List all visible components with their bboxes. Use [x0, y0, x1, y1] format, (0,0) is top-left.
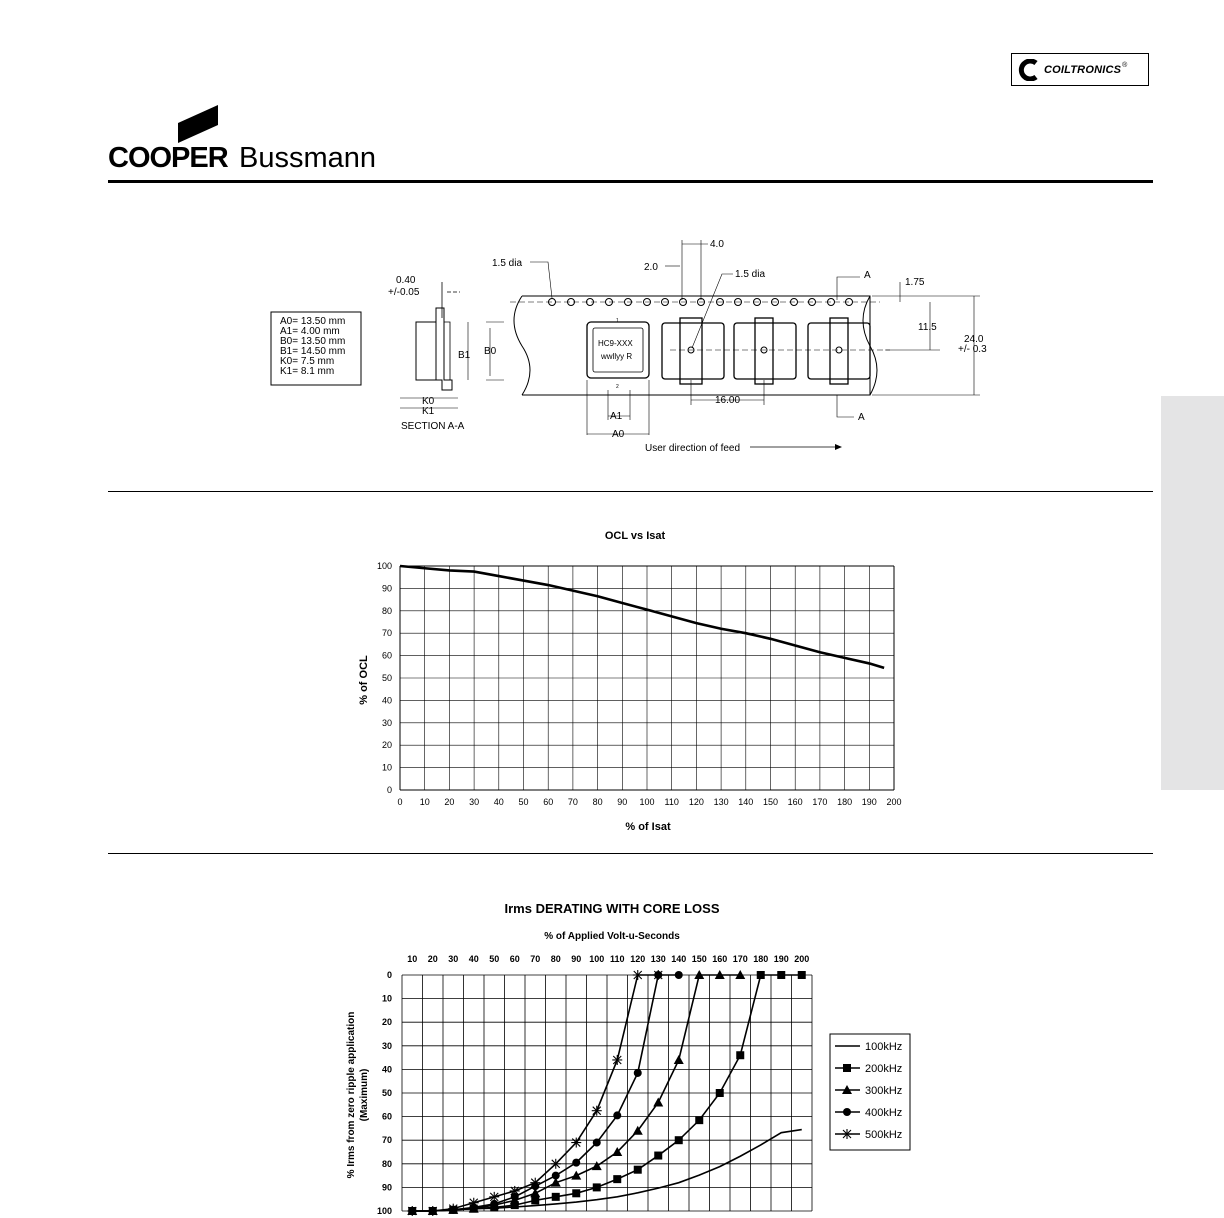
irms-x-tick-label: 160	[712, 954, 728, 964]
data-marker-square	[634, 1166, 642, 1174]
ocl-x-tick-label: 200	[886, 797, 902, 807]
spec-list	[280, 316, 345, 377]
data-marker-circle	[593, 1139, 601, 1147]
section-divider-2	[108, 853, 1153, 854]
spec-line: A1= 4.00 mm	[280, 326, 340, 337]
irms-x-tick-label: 200	[794, 954, 810, 964]
k0-label: K0	[422, 396, 435, 407]
irms-x-tick-label: 90	[571, 954, 582, 964]
irms-y-tick-label: 10	[381, 993, 392, 1004]
dim-175: 1.75	[905, 277, 925, 288]
side-tab	[1161, 396, 1224, 790]
data-marker-star	[428, 1206, 438, 1216]
ocl-x-tick-label: 180	[837, 797, 853, 807]
data-marker-square	[552, 1193, 560, 1201]
data-marker-square	[531, 1196, 539, 1204]
data-marker-star	[612, 1055, 622, 1065]
irms-x-tick-label: 20	[427, 954, 438, 964]
ocl-y-tick-label: 30	[381, 717, 392, 728]
ocl-x-tick-label: 170	[812, 797, 828, 807]
data-marker-circle	[552, 1172, 560, 1180]
irms-x-tick-label: 80	[550, 954, 561, 964]
irms-grid	[402, 975, 812, 1211]
coiltronics-wordmark: COILTRONICS	[1044, 63, 1122, 76]
irms-x-axis-label: % of Applied Volt-u-Seconds	[544, 931, 680, 942]
spec-line: A0= 13.50 mm	[280, 316, 346, 327]
section-label: SECTION A-A	[401, 421, 465, 432]
irms-y-tick-label: 30	[381, 1040, 392, 1051]
data-marker-star	[633, 970, 643, 980]
thickness-tolerance: +/-0.05	[388, 287, 420, 298]
k1-label: K1	[422, 406, 435, 417]
ocl-x-tick-label: 190	[861, 797, 877, 807]
data-marker-square	[572, 1189, 580, 1197]
header-rule	[108, 180, 1153, 183]
part-marking-line2: wwllyy R	[601, 352, 633, 361]
cooper-bussmann-logo	[108, 105, 408, 174]
irms-y-tick-label: 40	[381, 1064, 392, 1075]
irms-x-tick-label: 50	[489, 954, 500, 964]
ocl-x-tick-label: 160	[787, 797, 803, 807]
data-marker-circle	[843, 1108, 851, 1116]
data-marker-star	[448, 1204, 458, 1214]
section-a-top: A	[864, 270, 871, 281]
irms-x-tick-label: 70	[530, 954, 541, 964]
coiltronics-logo	[1011, 53, 1149, 86]
pin2-label: 2	[616, 384, 619, 390]
dim-24-tolerance: +/- 0.3	[958, 344, 987, 355]
data-marker-triangle	[592, 1161, 602, 1170]
ocl-x-tick-label: 30	[469, 797, 480, 807]
irms-legend-label: 400kHz	[865, 1107, 903, 1119]
data-marker-star	[592, 1106, 602, 1116]
ocl-y-tick-label: 40	[381, 695, 392, 706]
irms-y-tick-label: 0	[386, 970, 392, 980]
irms-legend-label: 200kHz	[865, 1063, 903, 1075]
ocl-y-tick-label: 0	[386, 785, 392, 795]
data-marker-square	[654, 1152, 662, 1160]
irms-x-tick-label: 130	[650, 954, 666, 964]
irms-chart-title: Irms DERATING WITH CORE LOSS	[504, 901, 720, 916]
irms-legend	[830, 1034, 910, 1150]
ocl-x-tick-label: 120	[688, 797, 704, 807]
irms-y-tick-label: 50	[381, 1088, 392, 1098]
irms-y-tick-label: 70	[381, 1135, 392, 1146]
data-marker-star	[653, 970, 663, 980]
ocl-x-axis-label: % of Isat	[625, 821, 671, 833]
dim-24: 24.0	[964, 334, 984, 345]
ocl-y-tick-label: 80	[381, 605, 392, 616]
data-marker-star	[510, 1186, 520, 1196]
data-marker-star	[551, 1159, 561, 1169]
data-marker-square	[695, 1116, 703, 1124]
hole-dia-left: 1.5 dia	[492, 258, 523, 269]
ocl-x-tick-label: 140	[738, 797, 754, 807]
tape-reel-drawing	[260, 230, 1000, 460]
dim-2: 2.0	[644, 262, 658, 273]
irms-legend-label: 500kHz	[865, 1129, 903, 1141]
irms-x-tick-label: 60	[509, 954, 520, 964]
ocl-x-tick-label: 60	[543, 797, 554, 807]
ocl-x-tick-label: 10	[419, 797, 430, 807]
pocket-1	[587, 322, 649, 378]
bussmann-wordmark: Bussmann	[239, 142, 377, 174]
irms-chart	[330, 890, 930, 1218]
coiltronics-registered-mark: ®	[1122, 62, 1128, 69]
data-marker-star	[407, 1206, 417, 1216]
ocl-chart-title: OCL vs Isat	[604, 530, 666, 542]
data-marker-triangle	[571, 1171, 581, 1180]
ocl-x-tick-label: 70	[567, 797, 578, 807]
ocl-x-tick-label: 50	[518, 797, 529, 807]
data-marker-square	[777, 971, 785, 979]
data-marker-square	[675, 1136, 683, 1144]
ocl-x-tick-label: 100	[639, 797, 655, 807]
pin1-label: 1	[616, 318, 619, 324]
ocl-y-tick-label: 60	[381, 650, 392, 661]
irms-y-tick-label: 90	[381, 1182, 392, 1193]
hole-dia-right: 1.5 dia	[735, 269, 766, 280]
irms-x-tick-label: 190	[773, 954, 789, 964]
data-marker-square	[843, 1064, 851, 1072]
data-marker-circle	[634, 1069, 642, 1077]
cooper-flag-icon	[178, 105, 220, 145]
dim-115: 11.5	[918, 322, 937, 333]
irms-legend-label: 300kHz	[865, 1085, 903, 1097]
irms-x-tick-label: 150	[691, 954, 707, 964]
data-marker-square	[593, 1183, 601, 1191]
irms-x-tick-label: 100	[589, 954, 605, 964]
data-marker-star	[571, 1138, 581, 1148]
dim-16: 16.00	[715, 395, 741, 406]
ocl-series-line	[400, 566, 884, 668]
irms-x-tick-label: 110	[609, 954, 625, 964]
irms-x-tick-label: 40	[468, 954, 479, 964]
b0-label: B0	[484, 346, 497, 357]
irms-y-tick-label: 60	[381, 1111, 392, 1122]
irms-x-tick-label: 30	[448, 954, 459, 964]
data-marker-circle	[572, 1159, 580, 1167]
ocl-y-tick-label: 70	[381, 628, 392, 639]
data-marker-square	[736, 1051, 744, 1059]
irms-legend-label: 100kHz	[865, 1041, 903, 1053]
data-marker-star	[530, 1178, 540, 1188]
irms-x-tick-label: 170	[732, 954, 748, 964]
spec-line: B0= 13.50 mm	[280, 336, 346, 347]
a0-label: A0	[612, 429, 625, 440]
feed-direction-label: User direction of feed	[645, 443, 741, 454]
ocl-x-tick-label: 20	[444, 797, 455, 807]
ocl-y-tick-label: 20	[381, 740, 392, 751]
ocl-grid	[400, 566, 894, 790]
irms-y-axis-label-1: % Irms from zero ripple application	[346, 1011, 357, 1179]
data-marker-triangle	[653, 1097, 663, 1106]
ocl-y-tick-label: 100	[376, 561, 392, 571]
spec-line: B1= 14.50 mm	[280, 346, 346, 357]
thickness-label: 0.40	[396, 275, 416, 286]
ocl-y-tick-label: 90	[381, 583, 392, 594]
ocl-chart	[340, 520, 920, 840]
coiltronics-c-icon	[1018, 59, 1040, 81]
ocl-x-tick-label: 90	[617, 797, 628, 807]
ocl-y-axis-label: % of OCL	[358, 655, 370, 705]
b1-label: B1	[458, 350, 471, 361]
data-marker-square	[613, 1175, 621, 1183]
ocl-x-tick-label: 130	[713, 797, 729, 807]
data-marker-star	[489, 1192, 499, 1202]
data-marker-circle	[613, 1111, 621, 1119]
section-a-bottom: A	[858, 412, 865, 423]
data-marker-square	[716, 1089, 724, 1097]
ocl-x-tick-label: 40	[493, 797, 504, 807]
irms-y-axis-label-2: (Maximum)	[359, 1068, 370, 1122]
section-divider-1	[108, 491, 1153, 492]
part-marking-line1: HC9-XXX	[598, 339, 633, 348]
ocl-x-tick-label: 110	[664, 797, 679, 807]
irms-y-tick-label: 80	[381, 1158, 392, 1169]
irms-y-tick-label: 20	[381, 1017, 392, 1028]
irms-x-tick-label: 120	[630, 954, 646, 964]
data-marker-square	[798, 971, 806, 979]
irms-x-tick-label: 140	[671, 954, 687, 964]
data-marker-circle	[675, 971, 683, 979]
spec-line: K1= 8.1 mm	[280, 366, 335, 377]
ocl-x-tick-label: 0	[397, 797, 403, 807]
data-marker-square	[757, 971, 765, 979]
spec-line: K0= 7.5 mm	[280, 356, 335, 367]
feed-arrow-icon	[835, 444, 842, 450]
ocl-y-tick-label: 10	[381, 762, 392, 773]
cooper-wordmark: COOPER	[108, 142, 228, 174]
a1-label: A1	[610, 411, 623, 422]
data-marker-star	[842, 1129, 852, 1139]
irms-y-tick-label: 100	[376, 1206, 392, 1216]
ocl-y-tick-label: 50	[381, 673, 392, 683]
data-marker-triangle	[674, 1055, 684, 1064]
ocl-x-tick-label: 80	[592, 797, 603, 807]
irms-x-tick-label: 180	[753, 954, 769, 964]
data-marker-star	[469, 1198, 479, 1208]
dim-4: 4.0	[710, 239, 724, 250]
ocl-x-tick-label: 150	[762, 797, 779, 807]
irms-x-tick-label: 10	[407, 954, 418, 964]
